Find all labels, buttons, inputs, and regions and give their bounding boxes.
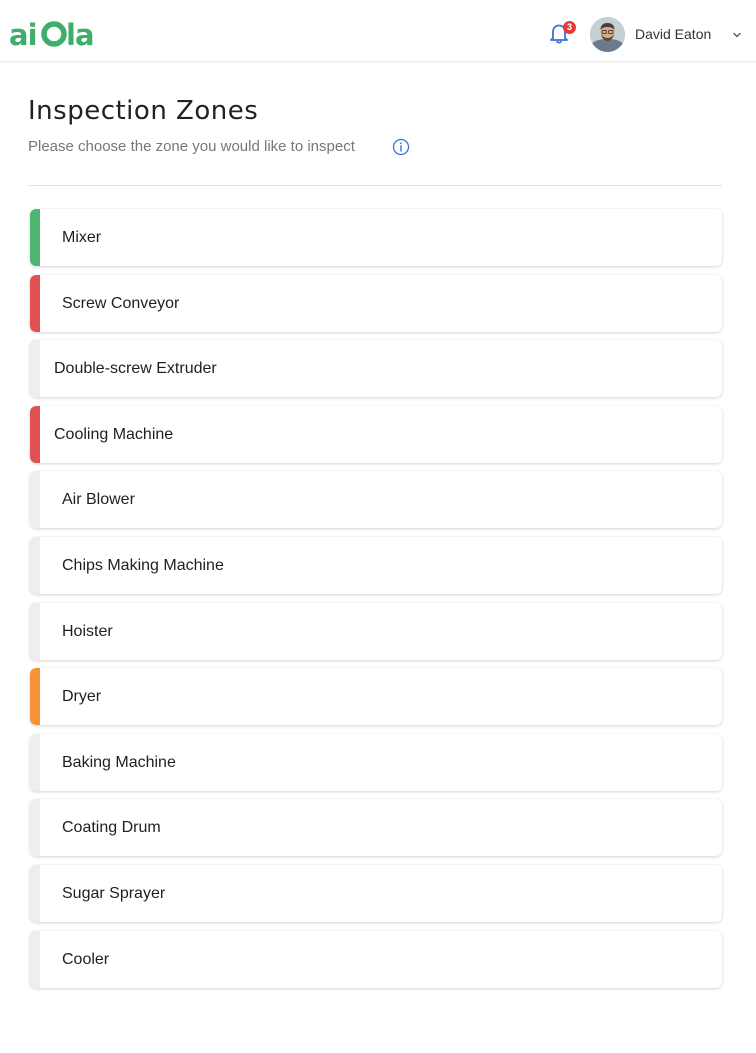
zone-item[interactable] — [30, 865, 722, 922]
zone-status-indicator — [30, 275, 40, 332]
zone-label: Cooler — [62, 950, 110, 968]
zone-status-indicator — [30, 668, 40, 725]
info-icon[interactable] — [392, 138, 410, 156]
user-name[interactable]: David Eaton — [635, 26, 712, 42]
avatar[interactable] — [590, 17, 625, 52]
notification-badge: 3 — [563, 21, 576, 34]
zone-item[interactable] — [30, 275, 722, 332]
zone-status-indicator — [30, 471, 40, 528]
zone-item[interactable] — [30, 668, 722, 725]
zone-item[interactable] — [30, 603, 722, 660]
zone-item[interactable] — [30, 799, 722, 856]
zone-item[interactable] — [30, 734, 722, 791]
page-title: Inspection Zones — [28, 96, 259, 126]
zone-status-indicator — [30, 734, 40, 791]
zone-status-indicator — [30, 931, 40, 988]
zone-list — [30, 209, 722, 996]
zone-label: Cooling Machine — [54, 425, 174, 443]
zone-status-indicator — [30, 799, 40, 856]
logo-graphic — [9, 17, 101, 51]
zone-label: Chips Making Machine — [62, 556, 224, 574]
zone-label: Dryer — [62, 688, 102, 706]
zone-label: Hoister — [62, 622, 113, 640]
svg-text:la: la — [66, 18, 94, 51]
zone-status-indicator — [30, 865, 40, 922]
zone-status-indicator — [30, 406, 40, 463]
svg-text:ai: ai — [9, 18, 37, 51]
zone-label: Baking Machine — [62, 753, 176, 771]
zone-status-indicator — [30, 537, 40, 594]
chevron-down-icon[interactable] — [731, 28, 743, 40]
zone-label: Screw Conveyor — [62, 294, 180, 312]
aiola-logo[interactable] — [9, 17, 101, 51]
divider — [28, 185, 722, 186]
zone-item[interactable] — [30, 931, 722, 988]
zone-status-indicator — [30, 209, 40, 266]
zone-item[interactable] — [30, 537, 722, 594]
zone-item[interactable] — [30, 471, 722, 528]
app-header — [0, 0, 756, 62]
zone-item[interactable] — [30, 340, 722, 397]
zone-label: Mixer — [62, 229, 102, 246]
zone-status-indicator — [30, 340, 40, 397]
page-subtitle: Please choose the zone you would like to inspect — [28, 138, 355, 155]
zone-label: Air Blower — [62, 491, 135, 509]
zone-item[interactable] — [30, 209, 722, 266]
zone-label: Coating Drum — [62, 819, 161, 837]
zone-status-indicator — [30, 603, 40, 660]
zone-item[interactable] — [30, 406, 722, 463]
zone-label: Sugar Sprayer — [62, 884, 166, 902]
zone-label: Double-screw Extruder — [54, 360, 217, 378]
